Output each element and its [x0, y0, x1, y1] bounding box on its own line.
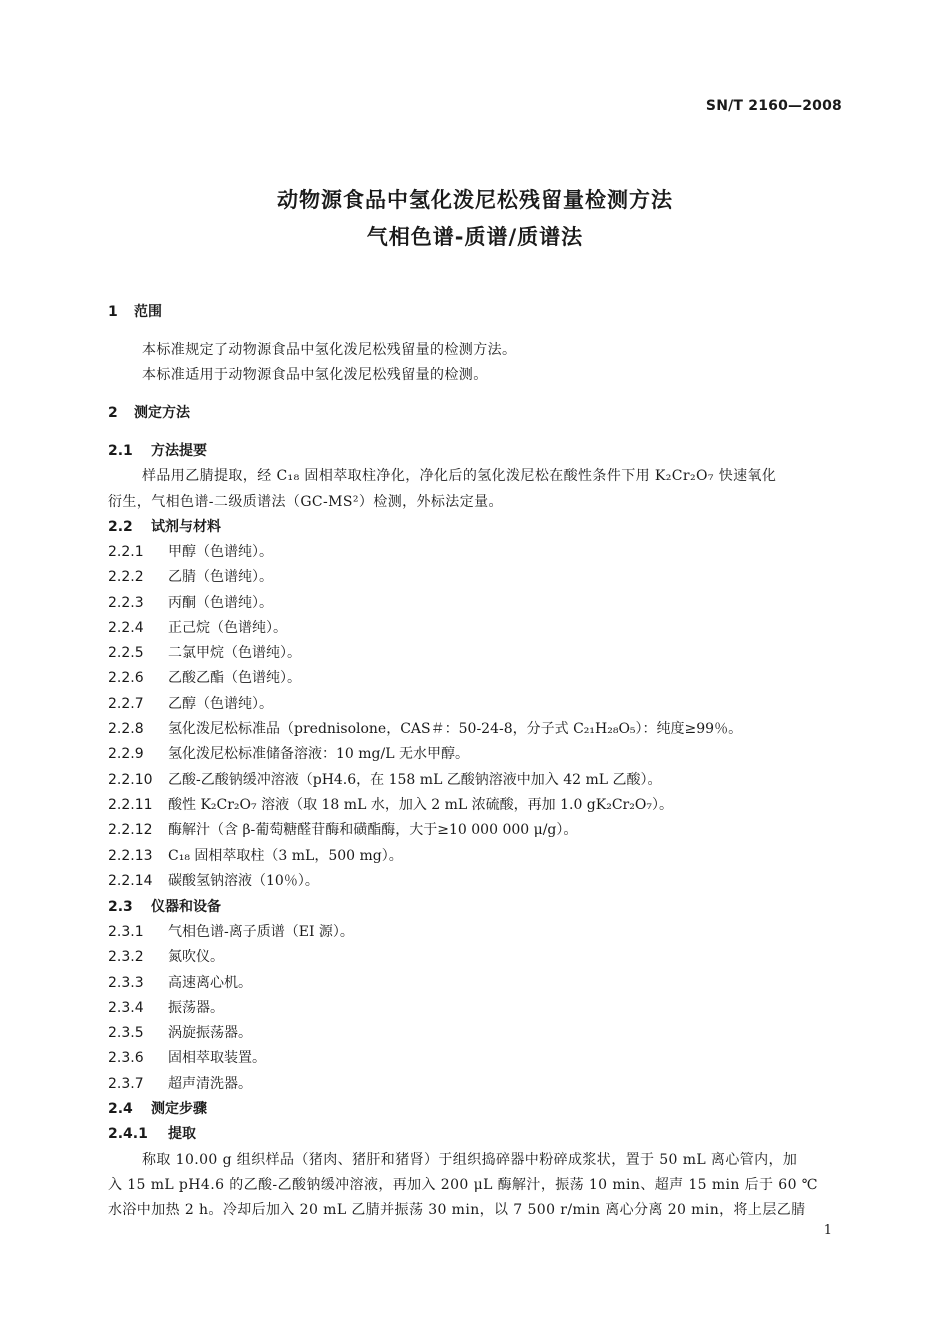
subsection-2-4-1-heading	[108, 1123, 196, 1143]
section-title: 范围	[134, 304, 162, 320]
subsection-number: 2.4.1	[108, 1126, 148, 1142]
item-number: 2.2.13	[108, 848, 153, 864]
item-number: 2.3.6	[108, 1050, 144, 1066]
item-number: 2.2.5	[108, 645, 144, 661]
reagent-item	[108, 870, 319, 890]
section-title: 测定方法	[134, 405, 190, 421]
reagent-item	[108, 819, 577, 839]
item-text: 酶解汁（含 β-葡萄糖醛苷酶和磺酯酶，大于≥10 000 000 μ/g）。	[168, 822, 578, 838]
section-number: 1	[108, 304, 118, 320]
subsection-number: 2.2	[108, 519, 133, 535]
subsection-2-1-heading	[108, 440, 207, 460]
reagent-item	[108, 794, 673, 814]
item-text: 丙酮（色谱纯）。	[168, 595, 273, 611]
item-number: 2.2.1	[108, 544, 144, 560]
item-number: 2.2.11	[108, 797, 153, 813]
method-summary-line-1: 样品用乙腈提取，经 C₁₈ 固相萃取柱净化，净化后的氢化泼尼松在酸性条件下用 K₂Cr₂O₇ 快速氧化	[142, 468, 777, 484]
item-text: 氢化泼尼松标准品（prednisolone，CAS＃：50-24-8，分子式 C₂₁H₂₈O₅）：纯度≥99％。	[168, 721, 743, 737]
item-text: 氢化泼尼松标准储备溶液：10 mg/L 无水甲醇。	[168, 746, 469, 762]
item-number: 2.2.4	[108, 620, 144, 636]
item-number: 2.2.8	[108, 721, 144, 737]
subsection-title: 提取	[168, 1126, 196, 1142]
reagent-item	[108, 642, 301, 662]
item-text: 超声清洗器。	[168, 1076, 252, 1092]
subsection-2-4-heading	[108, 1098, 207, 1118]
item-number: 2.3.2	[108, 949, 144, 965]
instrument-item	[108, 997, 224, 1017]
subsection-title: 试剂与材料	[151, 519, 221, 535]
item-number: 2.3.4	[108, 1000, 144, 1016]
reagent-item	[108, 769, 662, 789]
item-number: 2.2.6	[108, 670, 144, 686]
item-text: 乙酸乙酯（色谱纯）。	[168, 670, 301, 686]
item-text: 气相色谱-离子质谱（EI 源）。	[168, 924, 354, 940]
page-number: 1	[823, 1223, 832, 1238]
document-title-line1: 动物源食品中氢化泼尼松残留量检测方法	[277, 188, 673, 212]
subsection-title: 仪器和设备	[151, 899, 221, 915]
reagent-item	[108, 566, 273, 586]
section-number: 2	[108, 405, 118, 421]
item-number: 2.3.1	[108, 924, 144, 940]
reagent-item	[108, 743, 469, 763]
item-number: 2.2.3	[108, 595, 144, 611]
reagent-item	[108, 845, 403, 865]
item-number: 2.2.9	[108, 746, 144, 762]
item-text: 乙腈（色谱纯）。	[168, 569, 273, 585]
reagent-item	[108, 667, 301, 687]
extraction-line-3: 水浴中加热 2 h。冷却后加入 20 mL 乙腈并振荡 30 min，以 7 500 r/min 离心分离 20 min，将上层乙腈	[108, 1202, 806, 1218]
scope-paragraph-2: 本标准适用于动物源食品中氢化泼尼松残留量的检测。	[142, 367, 488, 383]
subsection-title: 测定步骤	[151, 1101, 207, 1117]
subsection-title: 方法提要	[151, 443, 207, 459]
instrument-item	[108, 1047, 266, 1067]
subsection-number: 2.3	[108, 899, 133, 915]
item-text: 振荡器。	[168, 1000, 224, 1016]
reagent-item	[108, 693, 273, 713]
item-number: 2.2.2	[108, 569, 144, 585]
instrument-item	[108, 921, 354, 941]
item-text: 碳酸氢钠溶液（10％）。	[168, 873, 319, 889]
instrument-item	[108, 1073, 252, 1093]
item-text: 甲醇（色谱纯）。	[168, 544, 273, 560]
reagent-item	[108, 541, 273, 561]
item-text: 二氯甲烷（色谱纯）。	[168, 645, 301, 661]
item-text: 酸性 K₂Cr₂O₇ 溶液（取 18 mL 水，加入 2 mL 浓硫酸，再加 1.0 gK₂Cr₂O₇）。	[168, 797, 673, 813]
instrument-item	[108, 972, 252, 992]
item-number: 2.2.10	[108, 772, 153, 788]
item-text: 氮吹仪。	[168, 949, 224, 965]
item-text: 涡旋振荡器。	[168, 1025, 252, 1041]
item-number: 2.3.5	[108, 1025, 144, 1041]
reagent-item	[108, 592, 273, 612]
item-text: 正己烷（色谱纯）。	[168, 620, 287, 636]
instrument-item	[108, 1022, 252, 1042]
method-summary-line-2: 衍生，气相色谱-二级质谱法（GC-MS²）检测，外标法定量。	[108, 494, 503, 510]
section-1-heading	[108, 301, 162, 321]
extraction-line-2: 入 15 mL pH4.6 的乙酸-乙酸钠缓冲溶液，再加入 200 μL 酶解汁，振荡 10 min、超声 15 min 后于 60 ℃	[108, 1177, 818, 1193]
item-number: 2.3.7	[108, 1076, 144, 1092]
reagent-item	[108, 718, 742, 738]
item-text: 高速离心机。	[168, 975, 252, 991]
extraction-line-1: 称取 10.00 g 组织样品（猪肉、猪肝和猪肾）于组织捣碎器中粉碎成浆状，置于 50 mL 离心管内，加	[142, 1152, 798, 1168]
item-text: C₁₈ 固相萃取柱（3 mL，500 mg）。	[168, 848, 403, 864]
subsection-number: 2.1	[108, 443, 133, 459]
subsection-2-3-heading	[108, 896, 221, 916]
item-text: 固相萃取装置。	[168, 1050, 266, 1066]
item-number: 2.2.12	[108, 822, 153, 838]
section-2-heading	[108, 402, 190, 422]
item-number: 2.2.7	[108, 696, 144, 712]
document-title-line2: 气相色谱-质谱/质谱法	[366, 225, 584, 249]
item-number: 2.2.14	[108, 873, 153, 889]
item-number: 2.3.3	[108, 975, 144, 991]
reagent-item	[108, 617, 287, 637]
subsection-2-2-heading	[108, 516, 221, 536]
item-text: 乙醇（色谱纯）。	[168, 696, 273, 712]
scope-paragraph-1: 本标准规定了动物源食品中氢化泼尼松残留量的检测方法。	[142, 342, 517, 358]
subsection-number: 2.4	[108, 1101, 133, 1117]
item-text: 乙酸-乙酸钠缓冲溶液（pH4.6，在 158 mL 乙酸钠溶液中加入 42 mL 乙酸）。	[168, 772, 662, 788]
standard-code: SN/T 2160—2008	[705, 98, 842, 114]
instrument-item	[108, 946, 224, 966]
